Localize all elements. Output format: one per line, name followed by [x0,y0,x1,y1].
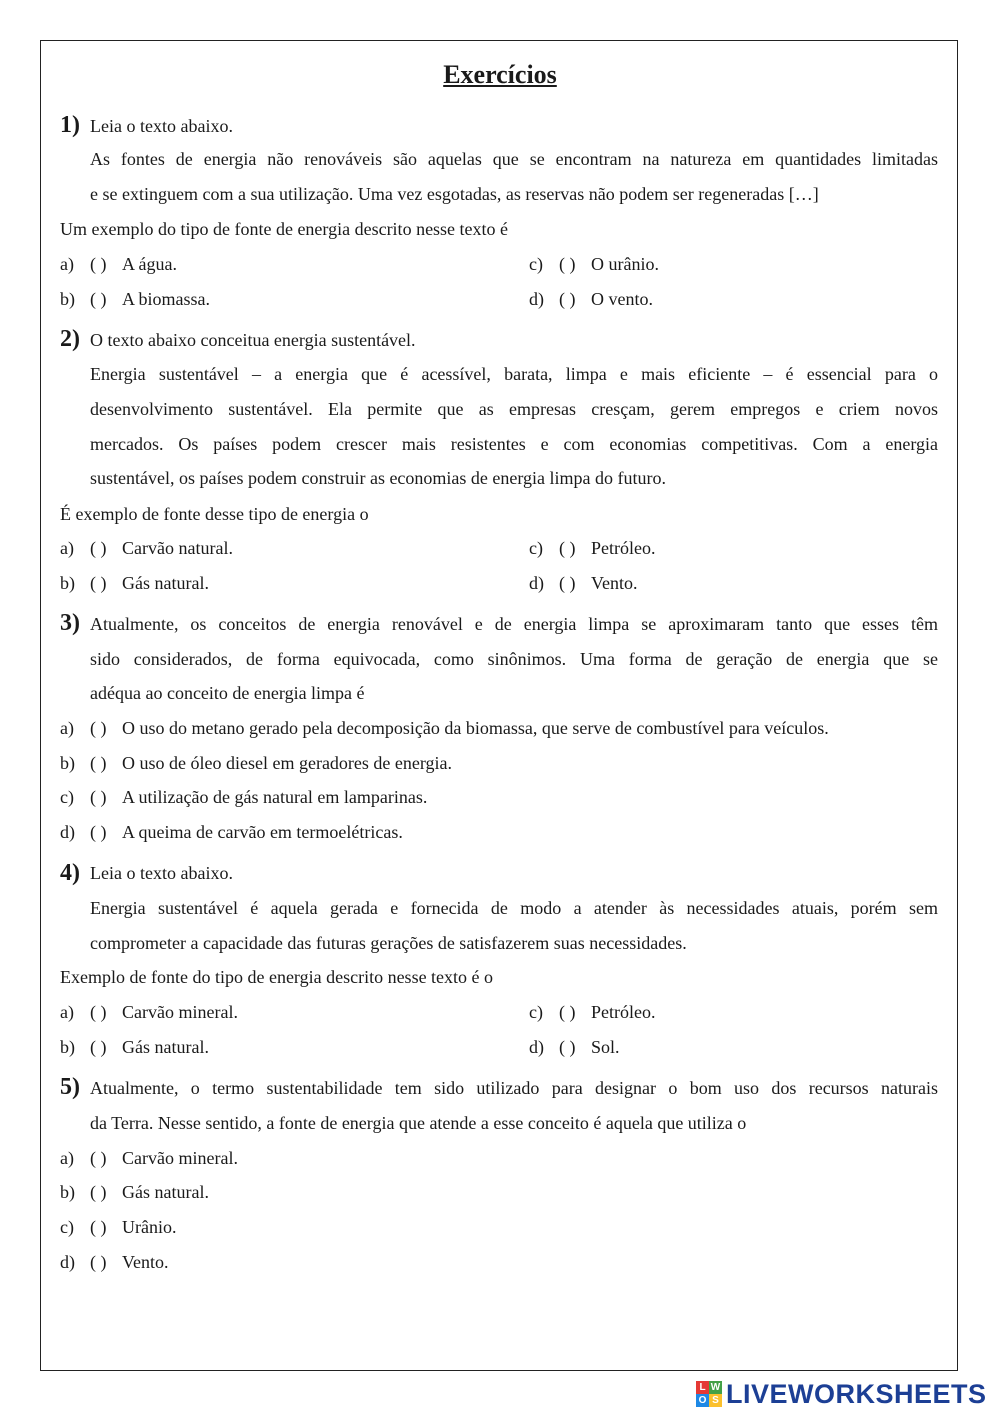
question-2-passage-line: mercados. Os países podem crescer mais resistentes e com economias competitivas. Com a energia [90,434,938,454]
question-1-intro: Leia o texto abaixo. [90,116,233,136]
question-3-option-b[interactable] [60,752,452,774]
question-4-option-a[interactable] [60,1001,238,1023]
question-3-text-line: sido considerados, de forma equivocada, como sinônimos. Uma forma de geração de energia que se [90,649,938,669]
option-letter: b) [60,1182,75,1202]
answer-checkbox[interactable]: ( ) [90,538,107,558]
question-3-option-d[interactable] [60,821,403,843]
option-text: Urânio. [122,1217,177,1237]
answer-checkbox[interactable]: ( ) [90,1037,107,1057]
question-2-passage-line: Energia sustentável – a energia que é acessível, barata, limpa e mais eficiente – é essencial para o [90,364,938,384]
option-text: Gás natural. [122,1037,209,1057]
option-text: Gás natural. [122,1182,209,1202]
question-4-number: 4) [60,860,80,886]
question-4-option-c[interactable] [529,1001,656,1023]
option-text: A queima de carvão em termoelétricas. [122,822,403,842]
option-letter: c) [60,787,74,807]
option-letter: a) [60,1002,74,1022]
question-5-text-line: da Terra. Nesse sentido, a fonte de energia que atende a esse conceito é aquela que utiliza o [90,1113,747,1133]
question-1-prompt: Um exemplo do tipo de fonte de energia descrito nesse texto é [60,219,509,239]
option-letter: c) [529,538,543,558]
option-letter: a) [60,718,74,738]
option-text: Sol. [591,1037,620,1057]
question-1-passage-line: As fontes de energia não renováveis são aquelas que se encontram na natureza em quantidades limitadas [90,149,938,169]
question-5-option-b[interactable] [60,1181,209,1203]
answer-checkbox[interactable]: ( ) [559,538,576,558]
option-text: A biomassa. [122,289,210,309]
question-4-passage-line: Energia sustentável é aquela gerada e fornecida de modo a atender às necessidades atuais, porém sem [90,898,938,918]
page-title: Exercícios [443,60,557,89]
answer-checkbox[interactable]: ( ) [559,573,576,593]
option-text: Gás natural. [122,573,209,593]
option-letter: c) [60,1217,74,1237]
question-2-number: 2) [60,326,80,352]
option-letter: d) [529,1037,544,1057]
answer-checkbox[interactable]: ( ) [90,753,107,773]
option-text: O urânio. [591,254,659,274]
answer-checkbox[interactable]: ( ) [90,787,107,807]
answer-checkbox[interactable]: ( ) [90,289,107,309]
answer-checkbox[interactable]: ( ) [90,1148,107,1168]
logo-tile: S [709,1394,722,1407]
option-letter: d) [529,289,544,309]
question-4-prompt: Exemplo de fonte do tipo de energia descrito nesse texto é o [60,967,494,987]
question-5-text-line: Atualmente, o termo sustentabilidade tem sido utilizado para designar o bom uso dos recursos naturais [90,1078,938,1098]
option-letter: c) [529,1002,543,1022]
question-3-text-line: adéqua ao conceito de energia limpa é [90,683,365,703]
question-2-prompt: É exemplo de fonte desse tipo de energia o [60,504,369,524]
question-1-number: 1) [60,112,80,138]
option-text: A utilização de gás natural em lamparinas. [122,787,428,807]
question-5-option-a[interactable] [60,1147,238,1169]
option-letter: c) [529,254,543,274]
question-2-option-c[interactable] [529,537,656,559]
answer-checkbox[interactable]: ( ) [90,1217,107,1237]
question-2-passage-line: desenvolvimento sustentável. Ela permite que as empresas cresçam, gerem empregos e criem novos [90,399,938,419]
question-4-intro: Leia o texto abaixo. [90,863,233,883]
question-3-number: 3) [60,610,80,636]
option-text: O uso de óleo diesel em geradores de energia. [122,753,453,773]
question-4-option-b[interactable] [60,1036,209,1058]
question-2-option-d[interactable] [529,572,638,594]
option-text: Petróleo. [591,1002,656,1022]
question-2-intro: O texto abaixo conceitua energia sustentável. [90,330,416,350]
option-text: A água. [122,254,177,274]
question-4-passage-line: comprometer a capacidade das futuras gerações de satisfazerem suas necessidades. [90,933,687,953]
question-2-option-b[interactable] [60,572,209,594]
liveworksheets-logo-icon [696,1381,722,1407]
answer-checkbox[interactable]: ( ) [559,254,576,274]
option-text: O vento. [591,289,653,309]
logo-tile: W [710,1382,721,1393]
option-letter: b) [60,1037,75,1057]
question-4-option-d[interactable] [529,1036,620,1058]
question-1-option-b[interactable] [60,288,210,310]
option-text: Carvão mineral. [122,1002,238,1022]
option-text: Carvão natural. [122,538,233,558]
answer-checkbox[interactable]: ( ) [559,289,576,309]
question-3-option-c[interactable] [60,786,427,808]
option-letter: a) [60,254,74,274]
question-2-passage-line: sustentável, os países podem construir as economias de energia limpa do futuro. [90,468,667,488]
answer-checkbox[interactable]: ( ) [90,822,107,842]
option-text: Vento. [122,1252,169,1272]
option-letter: b) [60,289,75,309]
answer-checkbox[interactable]: ( ) [90,718,107,738]
option-letter: a) [60,538,74,558]
question-2-option-a[interactable] [60,537,233,559]
option-text: Vento. [591,573,638,593]
answer-checkbox[interactable]: ( ) [90,254,107,274]
question-1-option-d[interactable] [529,288,653,310]
question-5-option-d[interactable] [60,1251,169,1273]
question-1-option-a[interactable] [60,253,177,275]
option-text: O uso do metano gerado pela decomposição da biomassa, que serve de combustível para veículos. [122,718,829,738]
answer-checkbox[interactable]: ( ) [90,1182,107,1202]
answer-checkbox[interactable]: ( ) [90,1002,107,1022]
logo-tile: L [696,1381,709,1394]
option-letter: b) [60,573,75,593]
question-1-option-c[interactable] [529,253,659,275]
question-1-passage-line: e se extinguem com a sua utilização. Uma vez esgotadas, as reservas não podem ser regeneradas […] [90,184,819,204]
question-3-text-line: Atualmente, os conceitos de energia renovável e de energia limpa se aproximaram tanto que esses têm [90,614,938,634]
option-text: Petróleo. [591,538,656,558]
answer-checkbox[interactable]: ( ) [559,1002,576,1022]
liveworksheets-logo[interactable] [696,1380,987,1408]
answer-checkbox[interactable]: ( ) [559,1037,576,1057]
question-5-number: 5) [60,1074,80,1100]
option-letter: d) [60,822,75,842]
option-text: Carvão mineral. [122,1148,238,1168]
option-letter: d) [60,1252,75,1272]
option-letter: a) [60,1148,74,1168]
answer-checkbox[interactable]: ( ) [90,1252,107,1272]
logo-tile: O [696,1394,709,1407]
liveworksheets-logo-text: LIVEWORKSHEETS [726,1378,987,1409]
option-letter: b) [60,753,75,773]
question-5-option-c[interactable] [60,1216,176,1238]
answer-checkbox[interactable]: ( ) [90,573,107,593]
question-3-option-a[interactable] [60,717,829,739]
option-letter: d) [529,573,544,593]
